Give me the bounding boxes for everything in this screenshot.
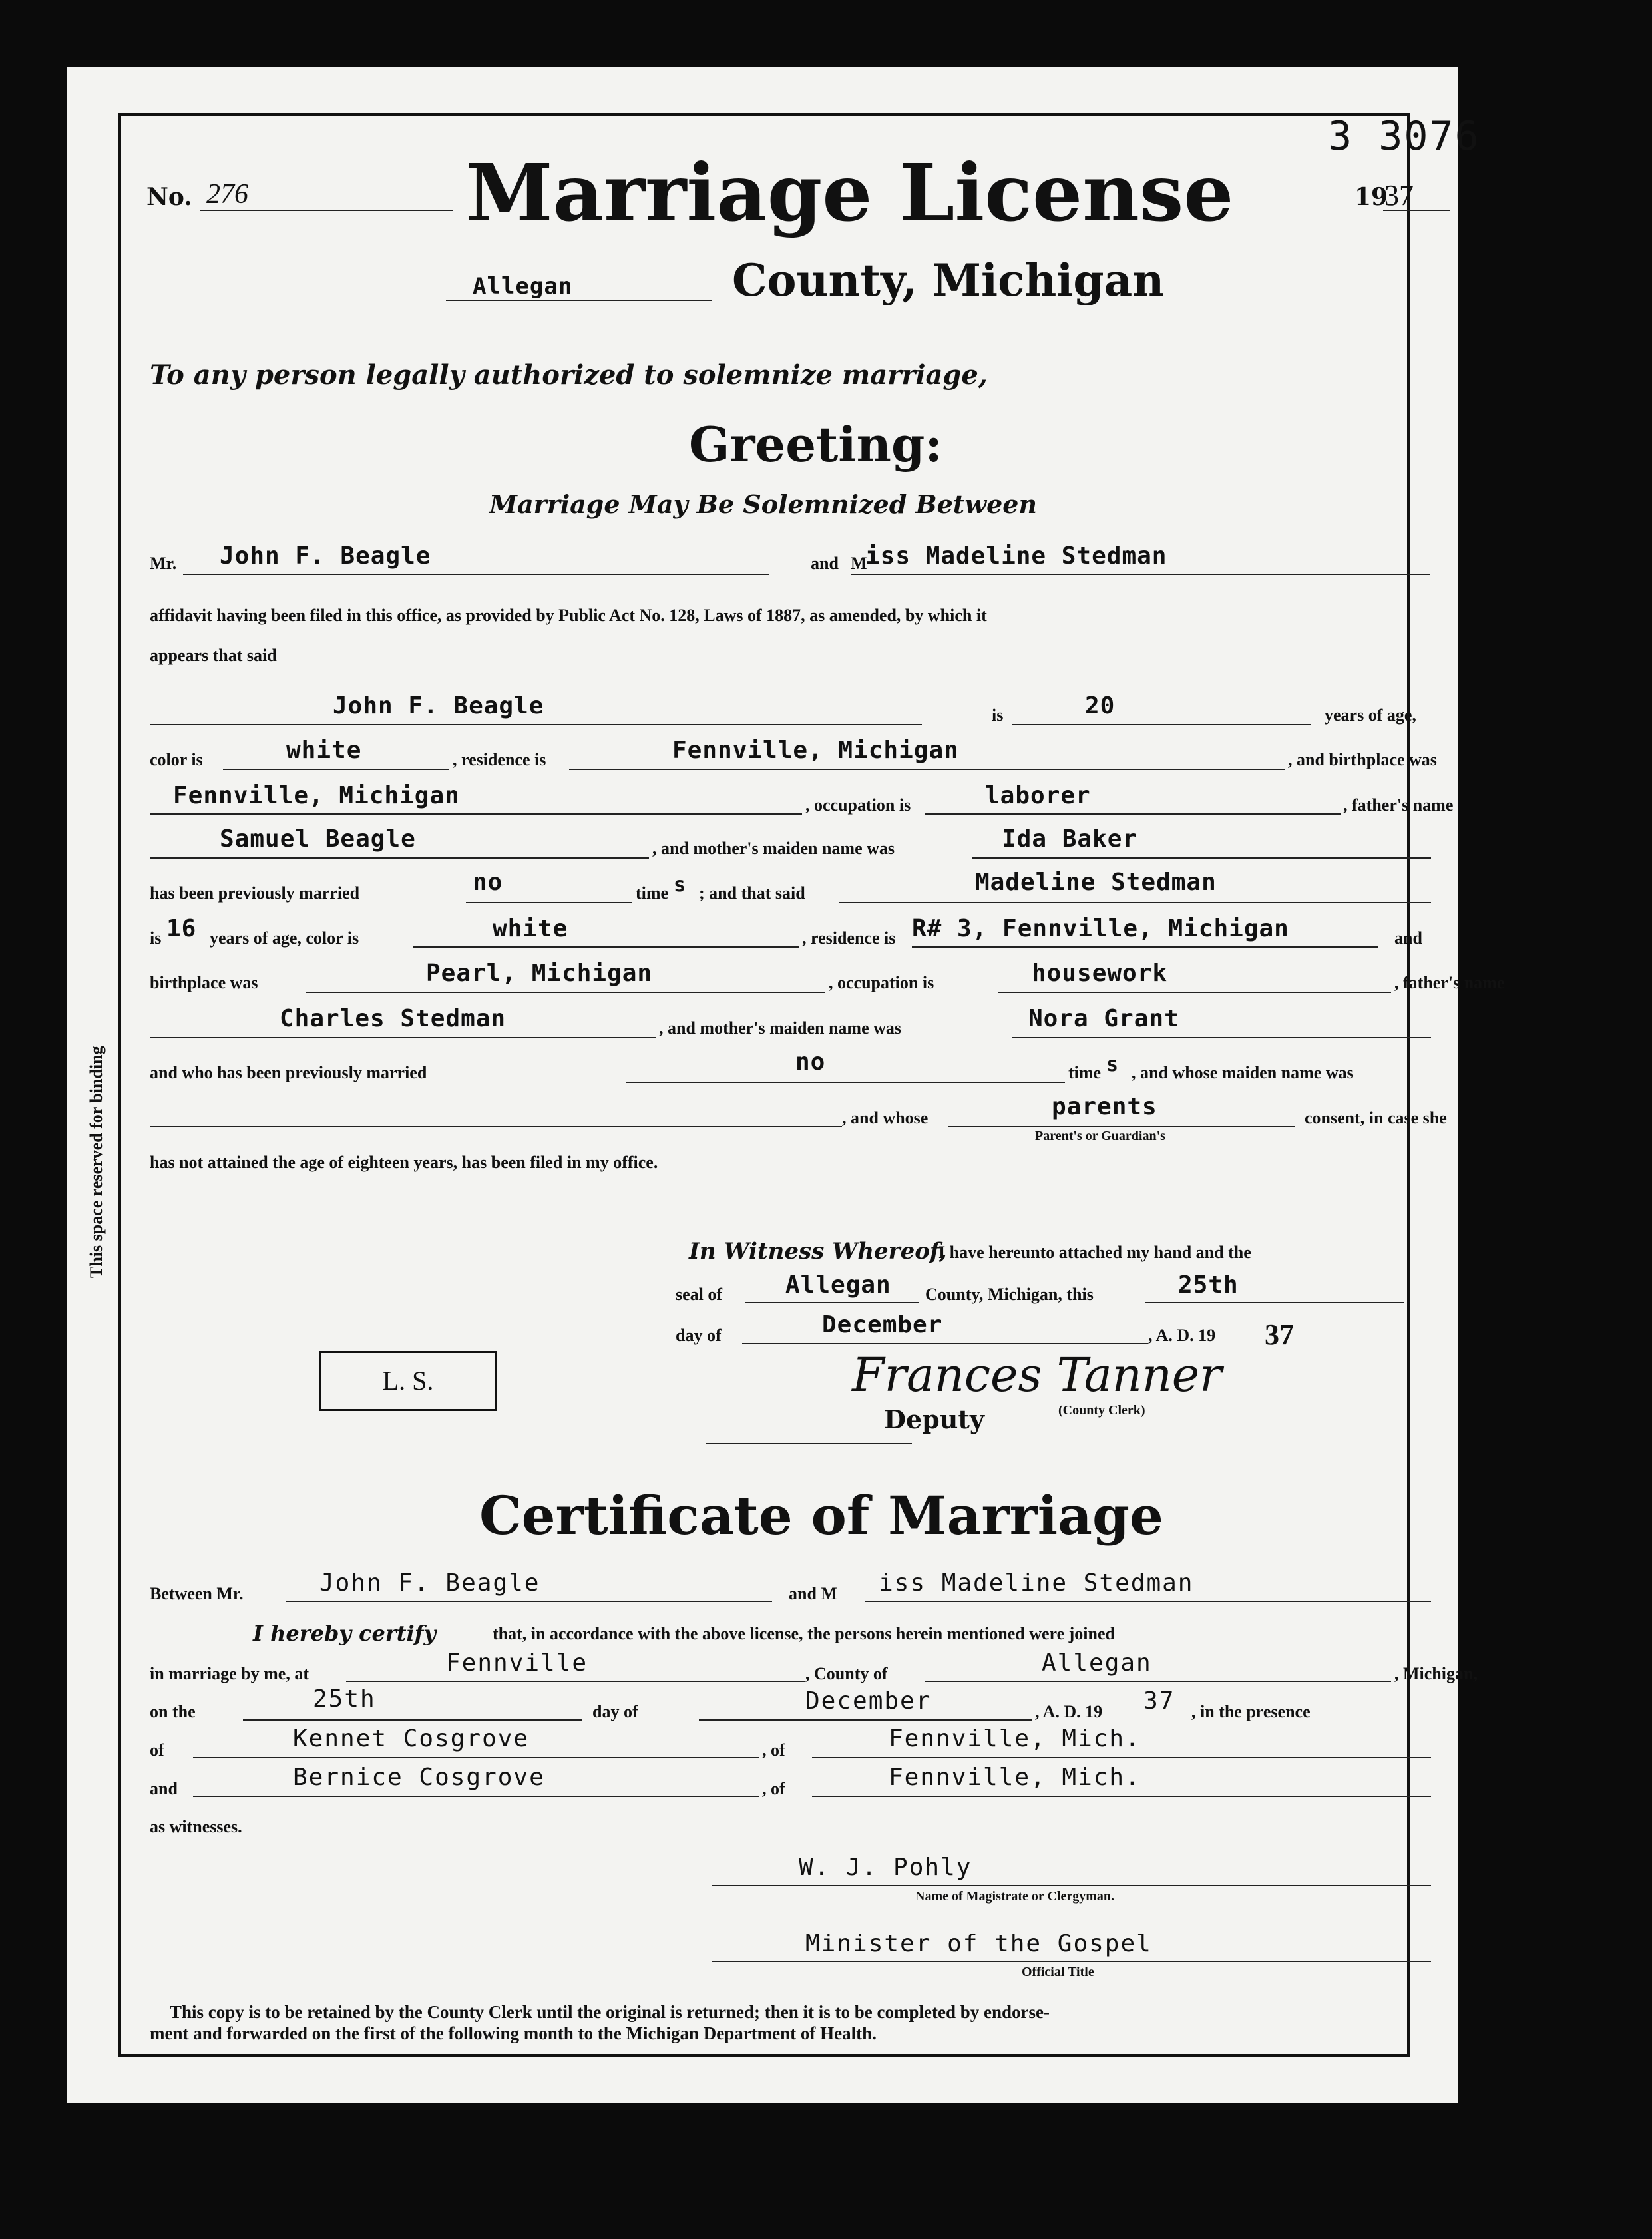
birthplace-was-label: , and birthplace was xyxy=(1288,750,1437,769)
groom-name: John F. Beagle xyxy=(333,692,544,719)
witness-whereof: In Witness Whereof, xyxy=(689,1238,947,1265)
bride-mother: Nora Grant xyxy=(1028,1005,1179,1032)
may-be-solemnized: Marriage May Be Solemnized Between xyxy=(489,489,1038,519)
county-name: Allegan xyxy=(473,273,573,300)
binding-note: This space reserved for binding xyxy=(87,1046,106,1278)
who-prev-label: and who has been previously married xyxy=(150,1063,427,1082)
miss-prefix: M xyxy=(851,554,867,573)
county-clerk-label: (County Clerk) xyxy=(1058,1403,1145,1418)
groom-name-line xyxy=(150,724,922,725)
cert-as-witnesses: as witnesses. xyxy=(150,1817,242,1836)
groom-age: 20 xyxy=(1085,692,1116,719)
cert-day: 25th xyxy=(313,1685,376,1713)
years-color-label: years of age, color is xyxy=(210,928,359,948)
groom-age-line xyxy=(1012,724,1311,725)
maiden-name-line xyxy=(150,1126,842,1127)
cert-michigan: , Michigan, xyxy=(1394,1664,1478,1683)
groom-father: Samuel Beagle xyxy=(220,825,416,853)
affidavit-line1: affidavit having been filed in this office, as provided by Public Act No. 128, Laws of 1887, as amended, by which it xyxy=(150,606,987,625)
whose-maiden-label: , and whose maiden name was xyxy=(1132,1063,1354,1082)
cert-place-line xyxy=(346,1681,805,1682)
bride-age: 16 xyxy=(166,915,197,942)
year-prefix: 19 xyxy=(1354,183,1388,211)
county-label: County, Michigan xyxy=(732,254,1165,306)
bride-color-line xyxy=(413,946,799,948)
bride-time-suffix: s xyxy=(1106,1053,1120,1076)
bride-occupation: housework xyxy=(1032,960,1168,987)
bride-color: white xyxy=(493,915,568,942)
cert-month-line xyxy=(699,1719,1032,1721)
groom-prev: no xyxy=(473,869,503,896)
cert-day-of: day of xyxy=(592,1702,638,1721)
years-of-age: years of age, xyxy=(1325,706,1416,725)
cert-place: Fennville xyxy=(446,1649,588,1677)
license-no-value: 276 xyxy=(206,179,248,210)
cert-county-of: , County of xyxy=(805,1664,888,1683)
cert-witness2-place: Fennville, Mich. xyxy=(889,1764,1141,1791)
affidavit-line2: appears that said xyxy=(150,646,277,665)
is-label: is xyxy=(992,706,1004,725)
cert-groom: John F. Beagle xyxy=(319,1569,540,1597)
cert-ad: , A. D. 19 xyxy=(1035,1702,1103,1721)
mr-label: Mr. xyxy=(150,554,177,573)
bride-occupation-label: , occupation is xyxy=(829,973,934,992)
year-suffix: 37 xyxy=(1384,179,1414,212)
bride-time-label: time xyxy=(1068,1063,1102,1082)
groom-prev-line xyxy=(466,902,632,903)
witness-month-line xyxy=(742,1343,1148,1344)
occupation-is-label: , occupation is xyxy=(805,795,911,815)
cert-witness1-place: Fennville, Mich. xyxy=(889,1725,1141,1752)
year-line xyxy=(1383,210,1450,211)
county-line xyxy=(446,300,712,301)
groom-color-line xyxy=(223,769,449,770)
witness-day: 25th xyxy=(1178,1271,1239,1299)
mothers-maiden-label: , and mother's maiden name was xyxy=(652,839,895,858)
groom-occupation: laborer xyxy=(985,782,1091,809)
bride-prev: no xyxy=(795,1048,826,1076)
and-that-said-label: ; and that said xyxy=(699,883,805,903)
mr-line xyxy=(183,574,769,575)
footer-line2: ment and forwarded on the first of the following month to the Michigan Department of Health. xyxy=(150,2023,877,2043)
cert-witness2: Bernice Cosgrove xyxy=(293,1764,545,1791)
parent-guardian-note: Parent's or Guardian's xyxy=(1035,1129,1165,1143)
cert-of-label: of xyxy=(150,1740,164,1760)
cert-month: December xyxy=(805,1687,932,1715)
cert-groom-line xyxy=(286,1601,772,1602)
page-title: Marriage License xyxy=(466,146,1234,239)
seal-county: Allegan xyxy=(785,1271,891,1299)
cert-witness2-place-line xyxy=(812,1796,1431,1797)
cert-county: Allegan xyxy=(1042,1649,1152,1677)
bride-residence: R# 3, Fennville, Michigan xyxy=(912,915,1289,942)
groom-mother: Ida Baker xyxy=(1002,825,1138,853)
fathers-name-label: , father's name xyxy=(1343,795,1454,815)
groom-residence: Fennville, Michigan xyxy=(672,737,959,764)
mr-name: John F. Beagle xyxy=(220,542,431,570)
groom-occupation-line xyxy=(925,813,1341,815)
miss-name: iss Madeline Stedman xyxy=(865,542,1167,570)
bride-mothers-maiden-label: , and mother's maiden name was xyxy=(659,1018,902,1038)
bride-birthplace-line xyxy=(306,992,825,993)
seal-of-label: seal of xyxy=(676,1285,723,1304)
time-label: time xyxy=(636,883,669,903)
cert-official-title-label: Official Title xyxy=(1022,1965,1094,1979)
day-of-label: day of xyxy=(676,1326,722,1345)
bride-name-line xyxy=(839,902,1431,903)
cert-bride: iss Madeline Stedman xyxy=(879,1569,1194,1597)
deputy-line xyxy=(706,1443,912,1444)
ad-label: , A. D. 19 xyxy=(1148,1326,1216,1345)
cert-and-m: and M xyxy=(789,1584,837,1603)
cert-official-title-line xyxy=(712,1961,1431,1962)
color-is-label: color is xyxy=(150,750,203,769)
consent-tail: consent, in case she xyxy=(1305,1108,1447,1127)
witness-whereof-tail: I have hereunto attached my hand and the xyxy=(938,1243,1251,1262)
witness-year: 37 xyxy=(1265,1319,1294,1351)
cert-between-mr: Between Mr. xyxy=(150,1584,244,1603)
cert-county-line xyxy=(925,1681,1391,1682)
bride-father-line xyxy=(150,1037,656,1038)
footer-line1: This copy is to be retained by the County Clerk until the original is returned; then it is to be completed by endorse- xyxy=(170,2002,1050,2022)
groom-residence-line xyxy=(569,769,1285,770)
cert-bride-line xyxy=(865,1601,1431,1602)
bride-fathers-name-label: , father's name xyxy=(1394,973,1505,992)
cert-on-the: on the xyxy=(150,1702,196,1721)
greeting: Greeting: xyxy=(689,416,942,473)
cert-witness1-place-line xyxy=(812,1757,1431,1758)
groom-father-line xyxy=(150,857,649,859)
consent-value: parents xyxy=(1052,1093,1157,1120)
witness-day-line xyxy=(1145,1302,1404,1303)
cert-witness2-line xyxy=(193,1796,759,1797)
cert-witness1-line xyxy=(193,1757,759,1758)
and-whose-label: , and whose xyxy=(842,1108,929,1127)
bride-name: Madeline Stedman xyxy=(975,869,1217,896)
cert-witness1-of: , of xyxy=(762,1740,785,1760)
bride-birthplace-label: birthplace was xyxy=(150,973,258,992)
cert-witness1: Kennet Cosgrove xyxy=(293,1725,530,1752)
bride-prev-line xyxy=(626,1082,1065,1083)
is-short-label: is xyxy=(150,928,162,948)
bride-residence-line xyxy=(912,946,1378,948)
prev-married-label: has been previously married xyxy=(150,883,360,903)
cert-witness2-of: , of xyxy=(762,1779,785,1798)
license-no-line xyxy=(200,210,453,211)
ls-box xyxy=(319,1351,497,1411)
cert-year: 37 xyxy=(1143,1687,1175,1715)
residence-is-label: , residence is xyxy=(453,750,546,769)
county-michigan-this: County, Michigan, this xyxy=(925,1285,1094,1304)
cert-in-presence: , in the presence xyxy=(1191,1702,1311,1721)
consent-line xyxy=(948,1126,1295,1127)
license-no-label: No. xyxy=(146,183,192,211)
bride-occupation-line xyxy=(998,992,1391,993)
witness-month: December xyxy=(822,1311,943,1338)
deputy-label: Deputy xyxy=(884,1404,984,1434)
clerk-signature: Frances Tanner xyxy=(852,1348,1222,1402)
ls-label: L. S. xyxy=(382,1366,434,1396)
to-line: To any person legally authorized to solemnize marriage, xyxy=(150,359,988,391)
bride-mother-line xyxy=(1012,1037,1431,1038)
bride-residence-label: , residence is xyxy=(802,928,896,948)
bride-birthplace: Pearl, Michigan xyxy=(426,960,653,987)
groom-color: white xyxy=(286,737,362,764)
cert-official-title: Minister of the Gospel xyxy=(805,1930,1152,1957)
miss-line xyxy=(851,574,1430,575)
groom-mother-line xyxy=(972,857,1431,859)
document-paper xyxy=(67,67,1505,2103)
time-suffix: s xyxy=(674,873,687,897)
bride-father: Charles Stedman xyxy=(280,1005,507,1032)
cert-officiant: W. J. Pohly xyxy=(799,1854,972,1881)
cert-day-line xyxy=(243,1719,582,1721)
cert-hereby: I hereby certify xyxy=(253,1621,437,1646)
cert-hereby-tail: that, in accordance with the above license, the persons herein mentioned were joined xyxy=(493,1624,1115,1643)
stamp-number: 3 3076 xyxy=(1328,113,1480,160)
not-attained: has not attained the age of eighteen years, has been filed in my office. xyxy=(150,1153,658,1172)
and-end-label: and xyxy=(1394,928,1422,948)
and-label: and xyxy=(811,554,839,573)
cert-officiant-line xyxy=(712,1885,1431,1886)
certificate-title: Certificate of Marriage xyxy=(479,1484,1163,1547)
groom-birthplace-line xyxy=(150,813,802,815)
cert-in-marriage-at: in marriage by me, at xyxy=(150,1664,310,1683)
cert-officiant-label: Name of Magistrate or Clergyman. xyxy=(915,1889,1114,1904)
cert-and-label: and xyxy=(150,1779,178,1798)
groom-birthplace: Fennville, Michigan xyxy=(173,782,460,809)
seal-county-line xyxy=(745,1302,919,1303)
